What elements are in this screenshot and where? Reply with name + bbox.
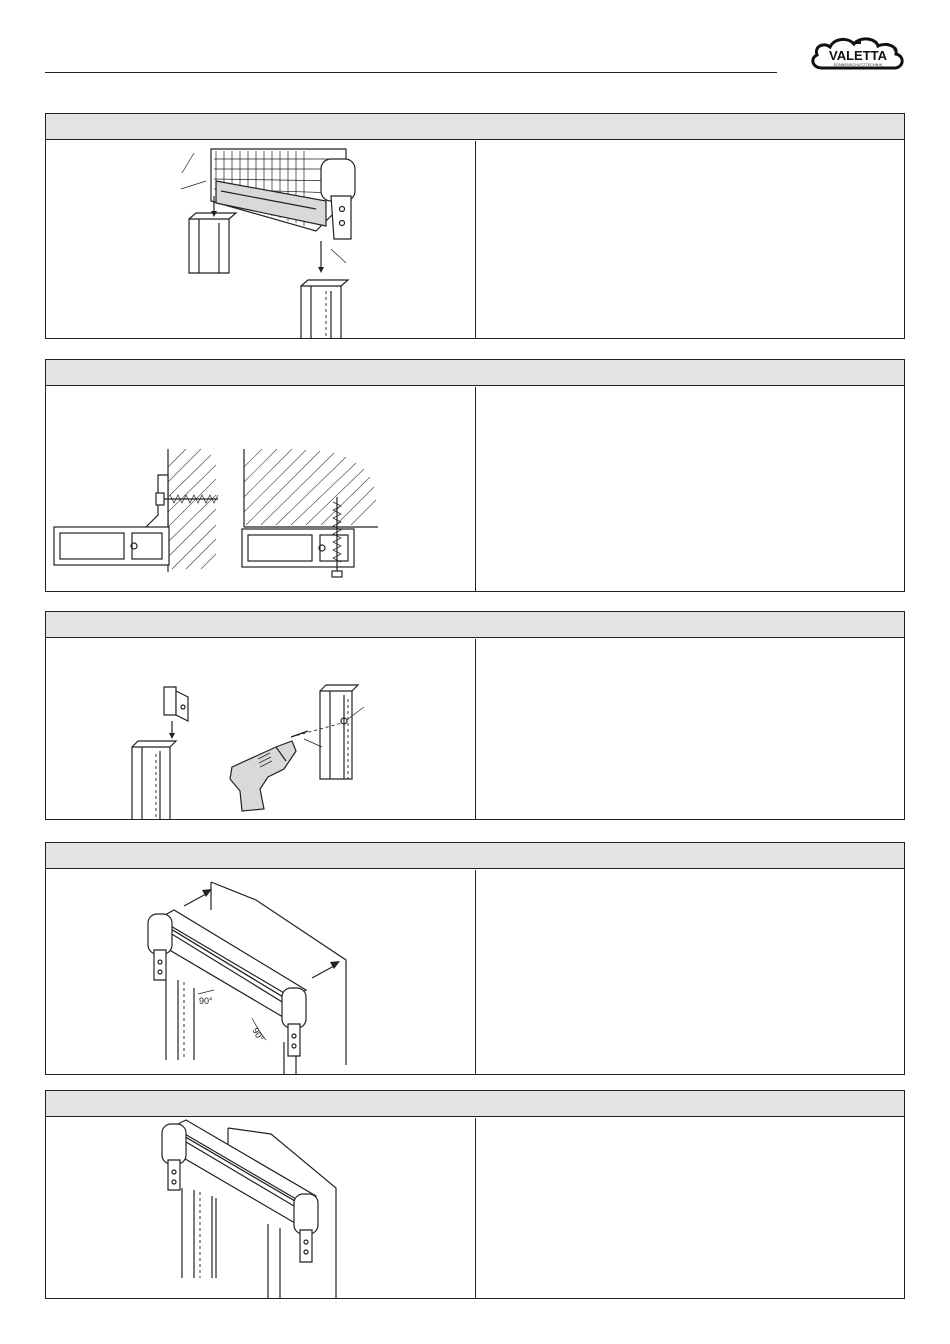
section-step-1 xyxy=(45,113,905,339)
valetta-logo xyxy=(808,34,908,76)
illustration-cassette-mounted xyxy=(46,1118,476,1298)
section-title-bar xyxy=(46,114,904,140)
section-step-5 xyxy=(45,1090,905,1299)
section-title-bar xyxy=(46,612,904,638)
header-rule xyxy=(45,72,777,73)
section-text xyxy=(476,870,904,1074)
section-text xyxy=(476,1118,904,1298)
illustration-cassette-alignment-90 xyxy=(46,870,476,1074)
logo-tagline: SONNENSCHUTZTECHNIK xyxy=(833,63,883,67)
section-title-bar xyxy=(46,843,904,869)
logo-brand: VALETTA xyxy=(828,48,888,63)
illustration-cassette-guide-rails xyxy=(46,141,476,338)
illustration-clip-and-drilling xyxy=(46,639,476,819)
logo-registered-mark: ® xyxy=(893,48,898,54)
angle-label-right: 90° xyxy=(250,1026,266,1043)
section-step-2 xyxy=(45,359,905,592)
section-step-4 xyxy=(45,842,905,1075)
section-title-bar xyxy=(46,1091,904,1117)
illustration-wall-mounting-profiles xyxy=(46,387,476,591)
angle-label-left: 90° xyxy=(199,996,213,1006)
section-step-3 xyxy=(45,611,905,820)
section-text xyxy=(476,141,904,338)
section-text xyxy=(476,387,904,591)
section-title-bar xyxy=(46,360,904,386)
section-text xyxy=(476,639,904,819)
